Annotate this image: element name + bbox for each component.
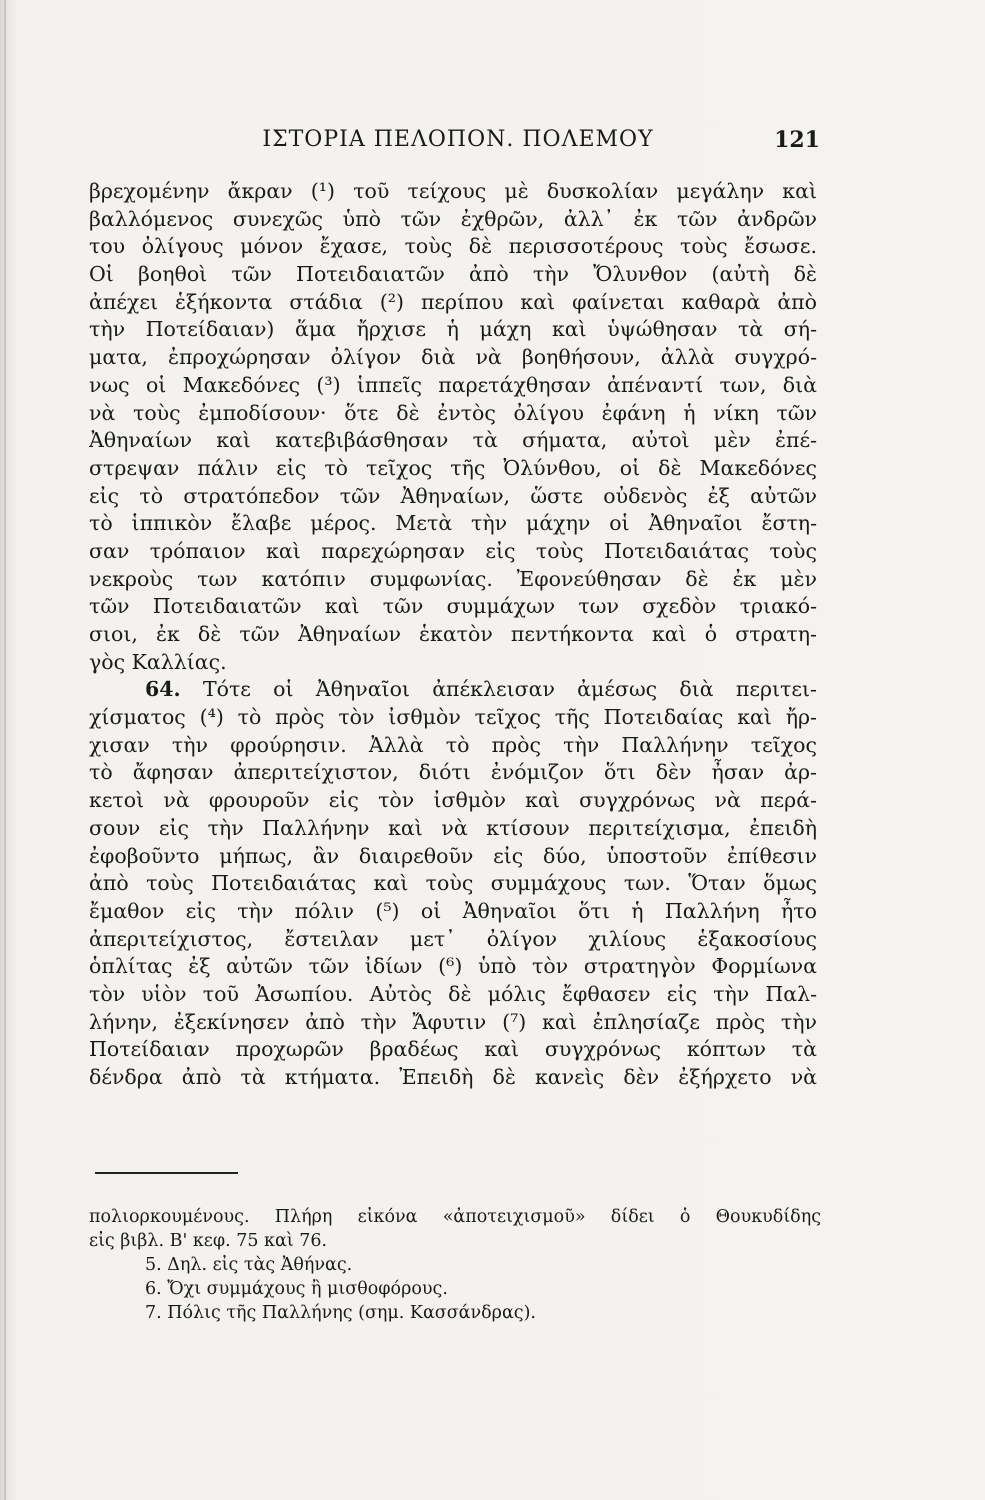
text-line: βρεχομένην ἄκραν (¹) τοῦ τείχους μὲ δυσκολίαν μεγάλην καὶ	[89, 179, 817, 203]
text-line: ὁπλίτας ἐξ αὐτῶν τῶν ἰδίων (⁶) ὑπὸ τὸν στρατηγὸν Φορμίωνα	[89, 954, 817, 979]
text-line: δένδρα ἀπὸ τὰ κτήματα. Ἐπειδὴ δὲ κανεὶς δὲν ἐξήρχετο νὰ	[89, 1065, 817, 1089]
footnote-item: 5. Δηλ. εἰς τὰς Ἀθήνας.	[145, 1255, 353, 1275]
section-number: 64.	[145, 677, 181, 702]
text-line: ἀπέχει ἑξήκοντα στάδια (²) περίπου καὶ φαίνεται καθαρὰ ἀπὸ	[89, 289, 817, 314]
footnote-rule	[95, 1172, 238, 1174]
footnote-item: 6. Ὄχι συμμάχους ἢ μισθοφόρους.	[145, 1279, 448, 1299]
text-line: του ὀλίγους μόνον ἔχασε, τοὺς δὲ περισσοτέρους τοὺς ἔσωσε.	[89, 234, 817, 259]
text-line: ἀπὸ τοὺς Ποτειδαιάτας καὶ τοὺς συμμάχους των. Ὅταν ὅμως	[89, 871, 817, 896]
text-line: τὴν Ποτείδαιαν) ἅμα ἤρχισε ἡ μάχη καὶ ὑψώθησαν τὰ σή-	[89, 317, 817, 342]
text-line: εἰς τὸ στρατόπεδον τῶν Ἀθηναίων, ὥστε οὐδενὸς ἐξ αὐτῶν	[89, 483, 817, 508]
text-line: τὸν υἱὸν τοῦ Ἀσωπίου. Αὐτὸς δὲ μόλις ἔφθασεν εἰς τὴν Παλ-	[89, 981, 817, 1006]
footnote-continued: εἰς βιβλ. Β' κεφ. 75 καὶ 76.	[89, 1231, 328, 1251]
text-line: ἔμαθον εἰς τὴν πόλιν (⁵) οἱ Ἀθηναῖοι ὅτι ἡ Παλλήνη ἦτο	[89, 898, 817, 923]
text-line: Ἀθηναίων καὶ κατεβιβάσθησαν τὰ σήματα, αὐτοὶ μὲν ἐπέ-	[89, 428, 817, 453]
footnotes	[89, 1205, 821, 1325]
text-line: χισαν τὴν φρούρησιν. Ἀλλὰ τὸ πρὸς τὴν Παλλήνην τεῖχος	[89, 732, 817, 757]
text-line: ἀπεριτείχιστος, ἔστειλαν μετ᾽ ὀλίγον χιλίους ἑξακοσίους	[89, 926, 817, 951]
text-line: νὰ τοὺς ἐμποδίσουν· ὅτε δὲ ἐντὸς ὀλίγου ἐφάνη ἡ νίκη τῶν	[89, 400, 817, 425]
running-head: ΙΣΤΟΡΙΑ ΠΕΛΟΠΟΝ. ΠΟΛΕΜΟΥ	[262, 127, 654, 152]
text-line: λήνην, ἐξεκίνησεν ἀπὸ τὴν Ἄφυτιν (⁷) καὶ ἐπλησίαζε πρὸς τὴν	[89, 1009, 817, 1034]
page-number: 121	[774, 127, 820, 153]
text-line: τὸ ἄφησαν ἀπεριτείχιστον, διότι ἐνόμιζον ὅτι δὲν ἦσαν ἀρ-	[89, 760, 817, 785]
text-line: Ποτείδαιαν προχωρῶν βραδέως καὶ συγχρόνως κόπτων τὰ	[89, 1037, 817, 1062]
text-line: ἐφοβοῦντο μήπως, ἂν διαιρεθοῦν εἰς δύο, ὑποστοῦν ἐπίθεσιν	[89, 843, 817, 868]
text-line: σαν τρόπαιον καὶ παρεχώρησαν εἰς τοὺς Ποτειδαιάτας τοὺς	[89, 538, 817, 563]
text-line: γὸς Καλλίας.	[89, 649, 227, 674]
binding-gutter	[4, 0, 6, 1500]
text-line: χίσματος (⁴) τὸ πρὸς τὸν ἰσθμὸν τεῖχος τῆς Ποτειδαίας καὶ ἤρ-	[89, 705, 817, 730]
text-line: στρεψαν πάλιν εἰς τὸ τεῖχος τῆς Ὀλύνθου, οἱ δὲ Μακεδόνες	[89, 455, 817, 480]
text-line: ματα, ἐπροχώρησαν ὀλίγον διὰ νὰ βοηθήσουν, ἀλλὰ συγχρό-	[89, 345, 817, 370]
text-line: βαλλόμενος συνεχῶς ὑπὸ τῶν ἐχθρῶν, ἀλλ᾽ ἐκ τῶν ἀνδρῶν	[89, 206, 817, 231]
text-line: νως οἱ Μακεδόνες (³) ἱππεῖς παρετάχθησαν ἀπέναντί των, διὰ	[89, 372, 817, 397]
text-line: τῶν Ποτειδαιατῶν καὶ τῶν συμμάχων των σχεδὸν τριακό-	[89, 594, 817, 619]
text-line: νεκροὺς των κατόπιν συμφωνίας. Ἐφονεύθησαν δὲ ἐκ μὲν	[89, 566, 817, 591]
main-text	[89, 178, 817, 1092]
text-line: σιοι, ἐκ δὲ τῶν Ἀθηναίων ἑκατὸν πεντήκοντα καὶ ὁ στρατη-	[89, 622, 817, 646]
text-line: Οἱ βοηθοὶ τῶν Ποτειδαιατῶν ἀπὸ τὴν Ὄλυνθον (αὐτὴ δὲ	[89, 262, 817, 287]
text-line: τὸ ἱππικὸν ἔλαβε μέρος. Μετὰ τὴν μάχην οἱ Ἀθηναῖοι ἔστη-	[89, 511, 817, 536]
section-first-line	[89, 676, 817, 704]
page-header	[178, 127, 820, 159]
text-line: κετοὶ νὰ φρουροῦν εἰς τὸν ἰσθμὸν καὶ συγχρόνως νὰ περά-	[89, 788, 817, 813]
footnote-item: 7. Πόλις τῆς Παλλήνης (σημ. Κασσάνδρας).	[145, 1303, 536, 1323]
text-line: σουν εἰς τὴν Παλλήνην καὶ νὰ κτίσουν περιτείχισμα, ἐπειδὴ	[89, 815, 817, 840]
section-first-line-text: Τότε οἱ Ἀθηναῖοι ἀπέκλεισαν ἀμέσως διὰ περιτει-	[202, 677, 817, 702]
footnote-continued: πολιορκουμένους. Πλήρη εἰκόνα «ἀποτειχισμοῦ» δίδει ὁ Θουκυδίδης	[89, 1207, 821, 1227]
